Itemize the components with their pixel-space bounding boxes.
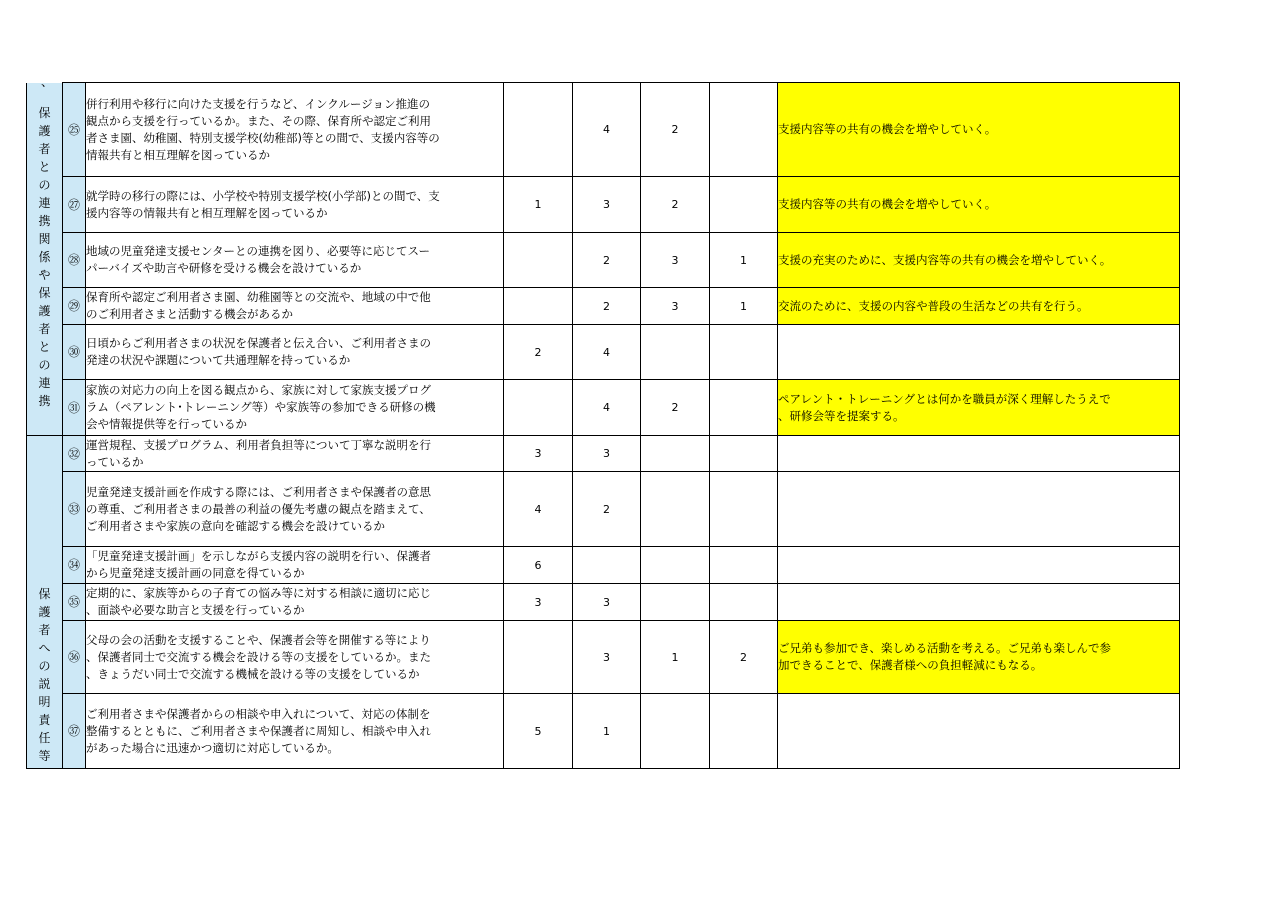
question-text: 父母の会の活動を支援することや、保護者会等を開催する等により 、保護者同士で交流する機会を設ける等の支援をしているか。また 、きょうだい同士で交流する機械を設ける等の支援をしているか bbox=[86, 621, 504, 694]
count-cell bbox=[573, 547, 641, 584]
section-label-relations-text: 保 護 者 と の 連 携 関 係 や 保 護 者 と の 連 携 bbox=[38, 105, 51, 408]
comment-cell bbox=[778, 436, 1180, 472]
item-number: ㉟ bbox=[63, 584, 86, 621]
table-row bbox=[27, 83, 1180, 177]
table-row bbox=[27, 325, 1180, 380]
count-cell bbox=[710, 83, 778, 177]
table-row bbox=[27, 177, 1180, 233]
count-cell bbox=[710, 584, 778, 621]
count-cell bbox=[641, 325, 710, 380]
comment-cell bbox=[778, 694, 1180, 769]
count-cell bbox=[504, 83, 573, 177]
item-number: ㉞ bbox=[63, 547, 86, 584]
table-row bbox=[27, 694, 1180, 769]
count-cell: 3 bbox=[573, 621, 641, 694]
count-cell: 4 bbox=[573, 380, 641, 436]
question-text: 就学時の移行の際には、小学校や特別支援学校(小学部)との間で、支 援内容等の情報共有と相互理解を図っているか bbox=[86, 177, 504, 233]
item-number: ㉘ bbox=[63, 233, 86, 288]
table-row bbox=[27, 472, 1180, 547]
count-cell: 3 bbox=[641, 233, 710, 288]
question-text: 児童発達支援計画を作成する際には、ご利用者さまや保護者の意思 の尊重、ご利用者さまの最善の利益の優先考慮の観点を踏まえて、 ご利用者さまや家族の意向を確認する機会を設けているか bbox=[86, 472, 504, 547]
question-text: 家族の対応力の向上を図る観点から、家族に対して家族支援プログ ラム（ペアレント･トレーニング等）や家族等の参加できる研修の機 会や情報提供等を行っているか bbox=[86, 380, 504, 436]
count-cell bbox=[504, 621, 573, 694]
question-text: 運営規程、支援プログラム、利用者負担等について丁寧な説明を行 っているか bbox=[86, 436, 504, 472]
question-text: 保育所や認定ご利用者さま園、幼稚園等との交流や、地域の中で他 のご利用者さまと活動する機会があるか bbox=[86, 288, 504, 325]
count-cell: 3 bbox=[573, 436, 641, 472]
count-cell bbox=[641, 694, 710, 769]
count-cell bbox=[641, 436, 710, 472]
count-cell: 1 bbox=[710, 233, 778, 288]
count-cell: 3 bbox=[504, 584, 573, 621]
item-number: ㊱ bbox=[63, 621, 86, 694]
count-cell: 2 bbox=[710, 621, 778, 694]
comment-cell bbox=[778, 584, 1180, 621]
section-label-relations bbox=[27, 83, 63, 436]
question-text: 定期的に、家族等からの子育ての悩み等に対する相談に適切に応じ 、面談や必要な助言と支援を行っているか bbox=[86, 584, 504, 621]
count-cell bbox=[710, 177, 778, 233]
count-cell: 4 bbox=[504, 472, 573, 547]
count-cell bbox=[504, 380, 573, 436]
item-number: ㉕ bbox=[63, 83, 86, 177]
comment-cell: 交流のために、支援の内容や普段の生活などの共有を行う。 bbox=[778, 288, 1180, 325]
count-cell bbox=[710, 325, 778, 380]
count-cell bbox=[710, 547, 778, 584]
question-text: 日頃からご利用者さまの状況を保護者と伝え合い、ご利用者さまの 発達の状況や課題について共通理解を持っているか bbox=[86, 325, 504, 380]
table-row bbox=[27, 288, 1180, 325]
table-row bbox=[27, 584, 1180, 621]
comment-cell: 支援内容等の共有の機会を増やしていく。 bbox=[778, 83, 1180, 177]
count-cell bbox=[641, 472, 710, 547]
evaluation-table bbox=[26, 82, 1180, 769]
comment-cell: ご兄弟も参加でき、楽しめる活動を考える。ご兄弟も楽しんで参 加できることで、保護者様への負担軽減にもなる。 bbox=[778, 621, 1180, 694]
section-label-accountability bbox=[27, 436, 63, 769]
item-number: ㉝ bbox=[63, 472, 86, 547]
comment-cell bbox=[778, 325, 1180, 380]
count-cell: 3 bbox=[504, 436, 573, 472]
question-text: 「児童発達支援計画」を示しながら支援内容の説明を行い、保護者 から児童発達支援計画の同意を得ているか bbox=[86, 547, 504, 584]
question-text: ご利用者さまや保護者からの相談や申入れについて、対応の体制を 整備するとともに、ご利用者さまや保護者に周知し、相談や申入れ があった場合に迅速かつ適切に対応しているか。 bbox=[86, 694, 504, 769]
item-number: ㉚ bbox=[63, 325, 86, 380]
item-number: ㉙ bbox=[63, 288, 86, 325]
count-cell: 2 bbox=[573, 288, 641, 325]
comment-cell: 支援内容等の共有の機会を増やしていく。 bbox=[778, 177, 1180, 233]
item-number: ㉜ bbox=[63, 436, 86, 472]
count-cell: 4 bbox=[573, 83, 641, 177]
table-row bbox=[27, 436, 1180, 472]
count-cell bbox=[710, 436, 778, 472]
comment-cell bbox=[778, 547, 1180, 584]
count-cell: 2 bbox=[641, 83, 710, 177]
comment-cell: 支援の充実のために、支援内容等の共有の機会を増やしていく。 bbox=[778, 233, 1180, 288]
section-label-fragment: 、 bbox=[41, 75, 54, 89]
count-cell bbox=[710, 694, 778, 769]
count-cell: 1 bbox=[710, 288, 778, 325]
count-cell: 1 bbox=[573, 694, 641, 769]
count-cell bbox=[641, 547, 710, 584]
count-cell: 2 bbox=[504, 325, 573, 380]
count-cell: 5 bbox=[504, 694, 573, 769]
item-number: ㉛ bbox=[63, 380, 86, 436]
count-cell: 6 bbox=[504, 547, 573, 584]
count-cell: 3 bbox=[641, 288, 710, 325]
count-cell bbox=[710, 380, 778, 436]
count-cell bbox=[710, 472, 778, 547]
count-cell bbox=[504, 233, 573, 288]
count-cell: 2 bbox=[573, 472, 641, 547]
comment-cell: ペアレント・トレーニングとは何かを職員が深く理解したうえで 、研修会等を提案する。 bbox=[778, 380, 1180, 436]
count-cell bbox=[641, 584, 710, 621]
count-cell: 3 bbox=[573, 584, 641, 621]
table-row bbox=[27, 380, 1180, 436]
table-row bbox=[27, 233, 1180, 288]
question-text: 併行利用や移行に向けた支援を行うなど、インクルージョン推進の 観点から支援を行っているか。また、その際、保育所や認定ご利用 者さま園、幼稚園、特別支援学校(幼稚部)等との間で、支援内容等の 情報共有と相互理解を図っているか bbox=[86, 83, 504, 177]
count-cell: 1 bbox=[504, 177, 573, 233]
count-cell: 2 bbox=[641, 177, 710, 233]
count-cell: 2 bbox=[573, 233, 641, 288]
table-row bbox=[27, 621, 1180, 694]
count-cell: 2 bbox=[641, 380, 710, 436]
comment-cell bbox=[778, 472, 1180, 547]
evaluation-sheet bbox=[26, 82, 1179, 769]
count-cell: 3 bbox=[573, 177, 641, 233]
count-cell: 1 bbox=[641, 621, 710, 694]
table-row bbox=[27, 547, 1180, 584]
item-number: ㉗ bbox=[63, 177, 86, 233]
section-label-accountability-text: 保 護 者 へ の 説 明 責 任 等 bbox=[38, 587, 51, 763]
count-cell bbox=[504, 288, 573, 325]
question-text: 地域の児童発達支援センターとの連携を図り、必要等に応じてスー パーバイズや助言や研修を受ける機会を設けているか bbox=[86, 233, 504, 288]
count-cell: 4 bbox=[573, 325, 641, 380]
item-number: ㊲ bbox=[63, 694, 86, 769]
